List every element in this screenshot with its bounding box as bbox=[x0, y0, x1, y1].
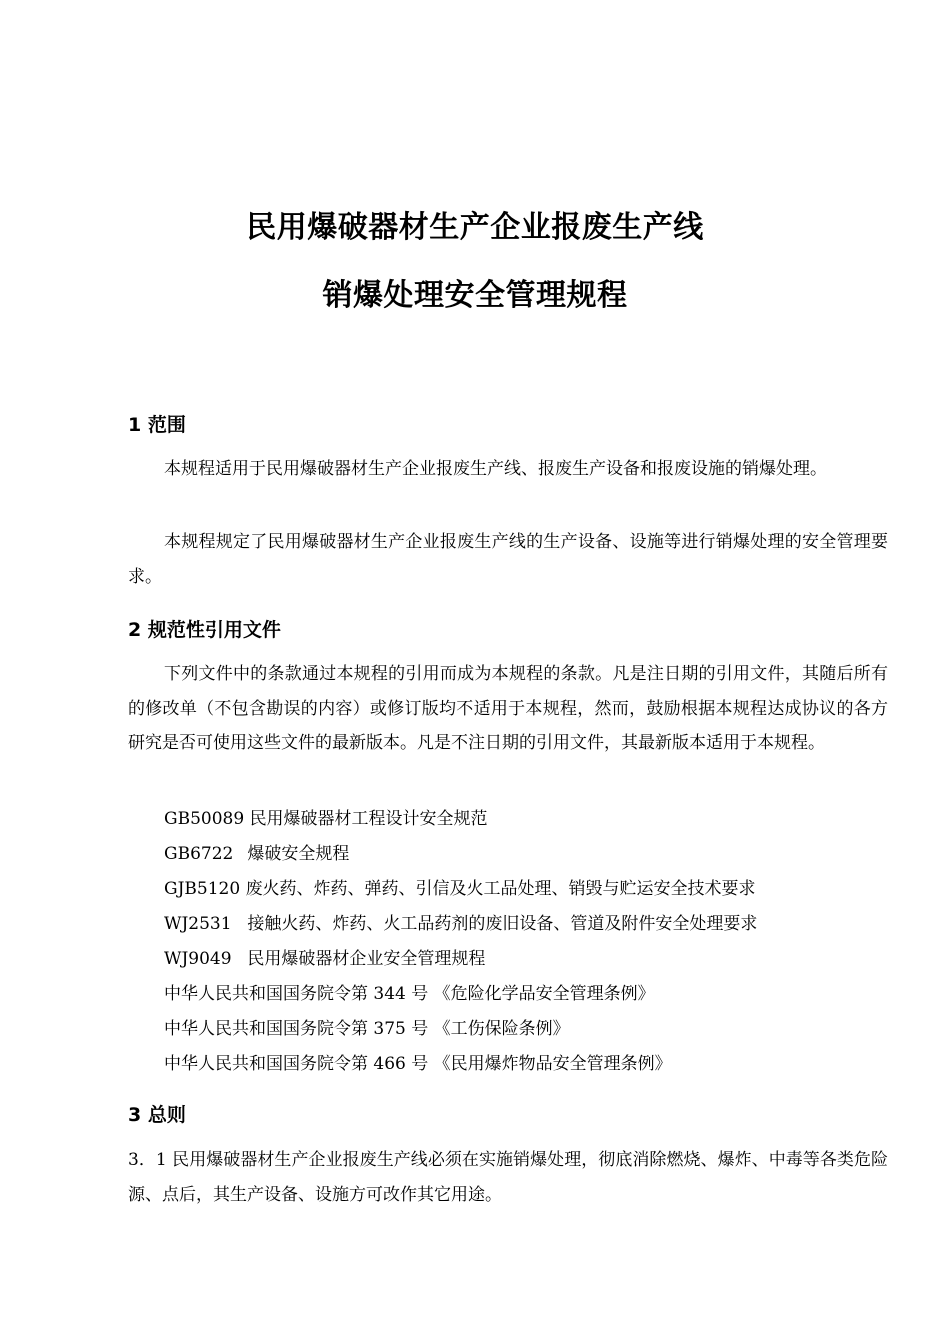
regulation-item: 中华人民共和国国务院令第 344 号 《危险化学品安全管理条例》 bbox=[164, 984, 655, 1004]
section-3-heading: 3 总则 bbox=[128, 1104, 186, 1126]
reference-item bbox=[164, 843, 349, 865]
section-1-heading: 1 范围 bbox=[128, 414, 186, 436]
reference-code: GB50089 bbox=[164, 809, 245, 829]
document-title-line-1: 民用爆破器材生产企业报废生产线 bbox=[246, 210, 704, 245]
regulation-item: 中华人民共和国国务院令第 466 号 《民用爆炸物品安全管理条例》 bbox=[164, 1054, 672, 1074]
reference-name: 民用爆破器材工程设计安全规范 bbox=[249, 809, 488, 829]
section-1-paragraph-1: 本规程适用于民用爆破器材生产企业报废生产线、报废生产设备和报废设施的销爆处理。 bbox=[164, 459, 827, 479]
reference-item bbox=[164, 913, 757, 935]
reference-code: WJ2531 bbox=[164, 914, 232, 934]
reference-name: 爆破安全规程 bbox=[247, 844, 350, 864]
section-1-paragraph-2: 本规程规定了民用爆破器材生产企业报废生产线的生产设备、设施等进行销爆处理的安全管理要求。 bbox=[128, 532, 888, 587]
reference-name: 接触火药、炸药、火工品药剂的废旧设备、管道及附件安全处理要求 bbox=[247, 914, 758, 934]
section-2-heading: 2 规范性引用文件 bbox=[128, 619, 281, 641]
reference-item bbox=[164, 878, 756, 900]
reference-name: 废火药、炸药、弹药、引信及火工品处理、销毁与贮运安全技术要求 bbox=[245, 879, 756, 899]
document-title-line-2: 销爆处理安全管理规程 bbox=[322, 278, 628, 313]
reference-code: WJ9049 bbox=[164, 949, 232, 969]
reference-code: GJB5120 bbox=[164, 879, 241, 899]
reference-item bbox=[164, 948, 485, 970]
section-3-paragraph-1: 3．1 民用爆破器材生产企业报废生产线必须在实施销爆处理，彻底消除燃烧、爆炸、中毒等各类危险源、点后，其生产设备、设施方可改作其它用途。 bbox=[128, 1150, 888, 1205]
reference-name: 民用爆破器材企业安全管理规程 bbox=[247, 949, 486, 969]
reference-item bbox=[164, 808, 488, 830]
reference-code: GB6722 bbox=[164, 844, 234, 864]
section-2-paragraph-1: 下列文件中的条款通过本规程的引用而成为本规程的条款。凡是注日期的引用文件，其随后所有的修改单（不包含勘误的内容）或修订版均不适用于本规程，然而，鼓励根据本规程达成协议的各方研究是否可使用这些文件的最新版本。凡是不注日期的引用文件，其最新版本适用于本规程。 bbox=[128, 664, 888, 753]
regulation-item: 中华人民共和国国务院令第 375 号 《工伤保险条例》 bbox=[164, 1019, 570, 1039]
